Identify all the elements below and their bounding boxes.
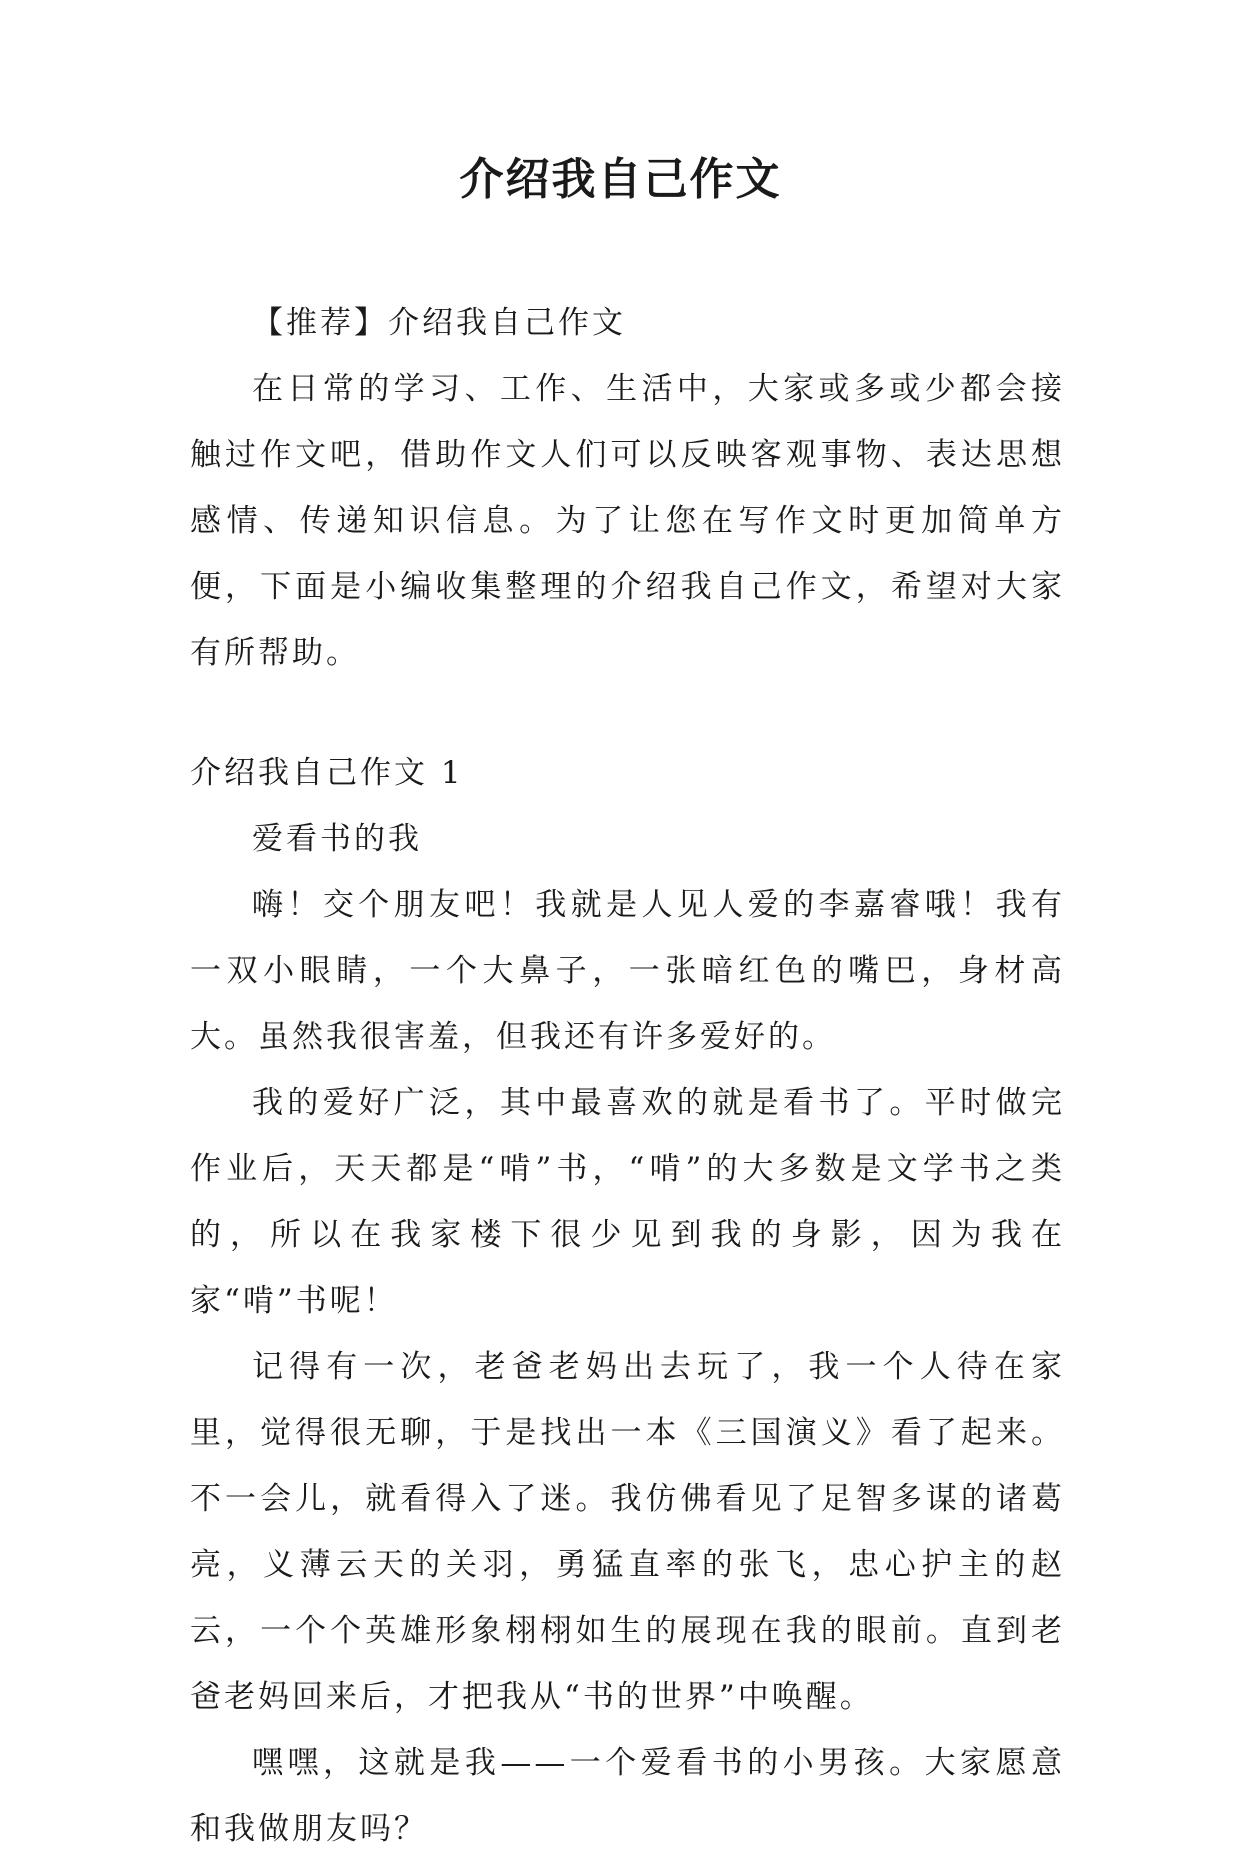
essay-title: 爱看书的我 bbox=[252, 821, 422, 857]
essay-paragraph: 记得有一次，老爸老妈出去玩了，我一个人待在家里，觉得很无聊，于是找出一本《三国演义》看了起来。不一会儿，就看得入了迷。我仿佛看见了足智多谋的诸葛亮，义薄云天的关羽，勇猛直率的张飞，忠心护主的赵云，一个个英雄形象栩栩如生的展现在我的眼前。直到老爸老妈回来后，才把我从“书的世界”中唤醒。 bbox=[190, 1349, 1065, 1715]
essay-paragraph: 嘿嘿，这就是我——一个爱看书的小男孩。大家愿意和我做朋友吗？ bbox=[190, 1745, 1065, 1847]
essay-paragraph: 我的爱好广泛，其中最喜欢的就是看书了。平时做完作业后，天天都是“啃”书，“啃”的大多数是文学书之类的，所以在我家楼下很少见到我的身影，因为我在家“啃”书呢！ bbox=[190, 1085, 1065, 1319]
document-title: 介绍我自己作文 bbox=[459, 154, 782, 205]
section-heading: 介绍我自己作文 1 bbox=[190, 755, 464, 791]
document-body bbox=[190, 290, 1065, 1862]
essay-paragraph: 嗨！交个朋友吧！我就是人见人爱的李嘉睿哦！我有一双小眼睛，一个大鼻子，一张暗红色的嘴巴，身材高大。虽然我很害羞，但我还有许多爱好的。 bbox=[190, 887, 1065, 1055]
recommend-line: 【推荐】介绍我自己作文 bbox=[252, 305, 626, 341]
intro-paragraph: 在日常的学习、工作、生活中，大家或多或少都会接触过作文吧，借助作文人们可以反映客观事物、表达思想感情、传递知识信息。为了让您在写作文时更加简单方便，下面是小编收集整理的介绍我自己作文，希望对大家有所帮助。 bbox=[190, 371, 1065, 671]
